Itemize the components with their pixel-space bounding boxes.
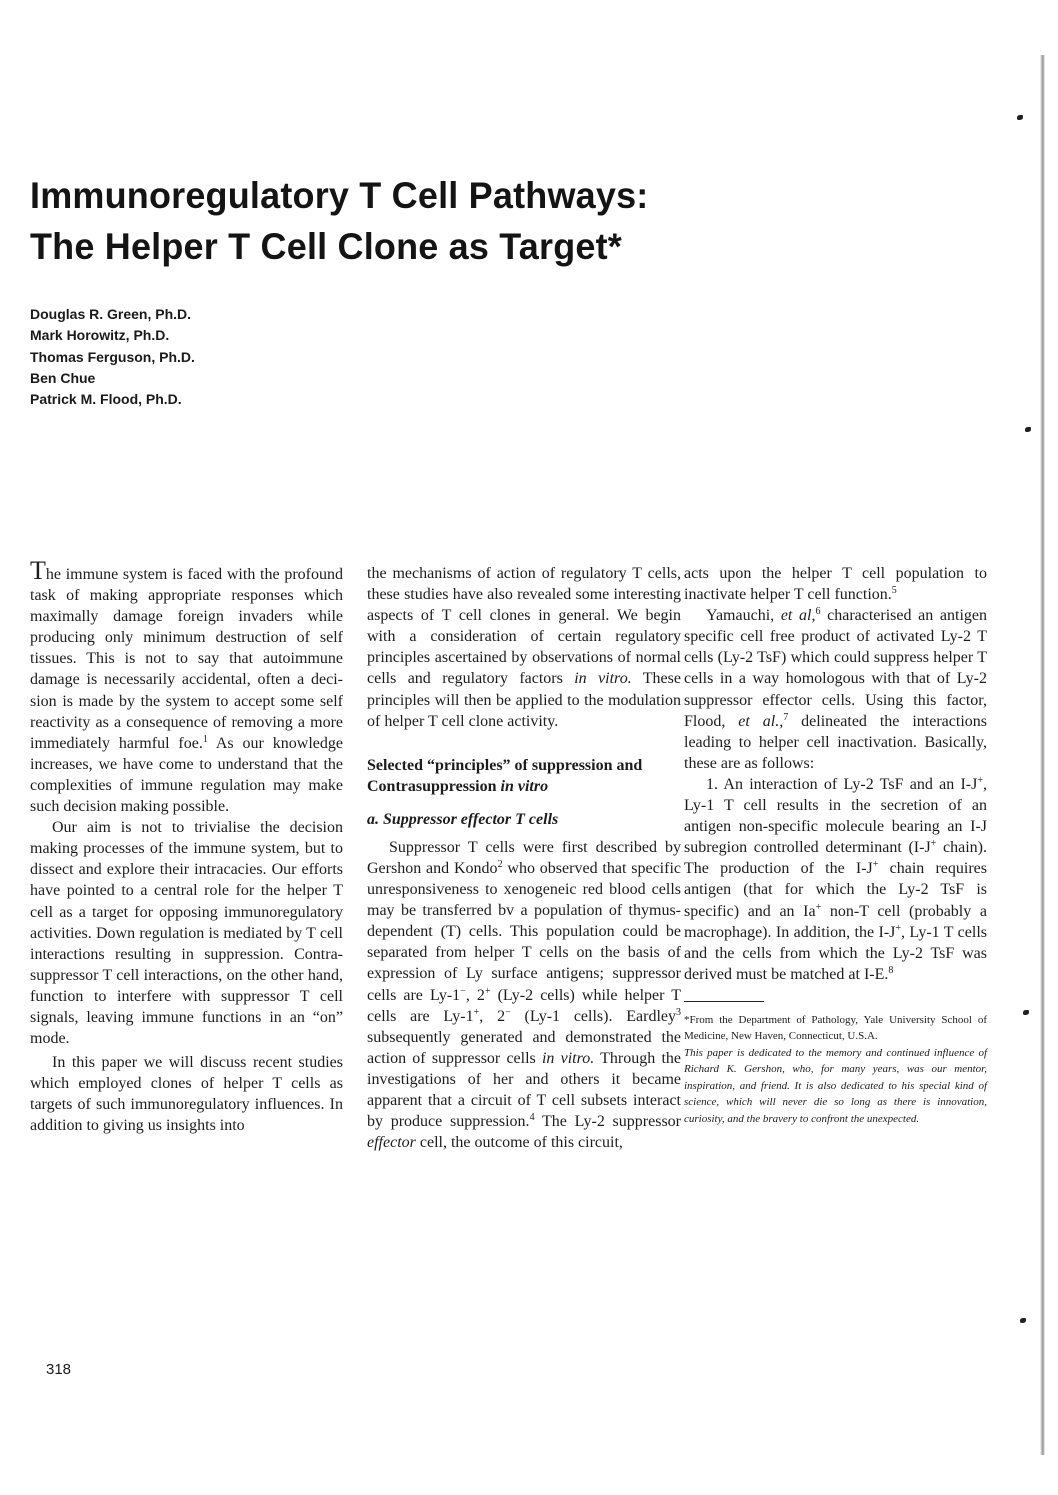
superscript: − bbox=[505, 1006, 511, 1018]
paragraph: Our aim is not to trivialise the decision making processes of the immune system, but to dissect and explore their intracacies. Our efforts have pointed to a central role for the helper T cell as a target for opposing immunoregulatory activities. Down regulation is mediated by T cell interactions resulting in suppression. Contrasuppressor T cell interactions, on the other hand, function to interfere with suppressor T cell signals, leaving immune functions in an “on” mode. bbox=[30, 819, 343, 1048]
section-heading-text: Selected “principles” of suppression and Contrasuppression bbox=[367, 756, 643, 795]
superscript: + bbox=[930, 838, 937, 850]
paragraph-text: characterised an antigen specific cell free product of activated Ly-2 T cells (Ly-2 TsF) which could suppress helper T cells in a way homologous with that of Ly-2 suppressor effector cells. Using this factor, Flood, bbox=[684, 607, 988, 730]
footnote-divider bbox=[684, 1001, 764, 1002]
author: Douglas R. Green, Ph.D. bbox=[30, 306, 192, 322]
author: Patrick M. Flood, Ph.D. bbox=[30, 391, 182, 408]
section-heading-italic: in vitro bbox=[500, 777, 549, 795]
paragraph bbox=[367, 837, 681, 1153]
reference-marker: 2 bbox=[497, 858, 503, 870]
paragraph-text: acts upon the helper T cell population to inactivate helper T cell function. bbox=[684, 565, 987, 604]
paragraph bbox=[684, 563, 987, 605]
italic-text: in vitro. bbox=[574, 670, 632, 688]
scan-artifact-mark bbox=[1017, 115, 1023, 120]
reference-marker: 8 bbox=[888, 964, 894, 976]
author: Mark Horowitz, Ph.D. bbox=[30, 327, 170, 344]
reference-marker: 3 bbox=[676, 1006, 681, 1018]
superscript: + bbox=[977, 774, 983, 786]
scan-artifact-mark bbox=[1025, 427, 1031, 432]
paragraph-text: These principles will then be applied to the modulation of helper T cell clone activity. bbox=[367, 670, 681, 730]
paragraph-text: Suppressor T cells were first described by Gershon and Kondo bbox=[367, 838, 681, 877]
paragraph-text: As our knowledge increases, we have come to understand that the complexities of immune regulation may make such decision making possible. bbox=[30, 734, 343, 816]
body-column-1 bbox=[30, 556, 343, 1137]
paragraph-text: The Ly-2 suppressor bbox=[534, 1113, 681, 1131]
footnote-dedication: This paper is dedicated to the memory and continued influence of Richard K. Gershon, who, for many years, was our mentor, inspiration, and friend. It is also dedicated to his special kind of science, which will never die so long as there is innovation, curiosity, and the bravery to confront the unexpected. bbox=[684, 1046, 987, 1125]
reference-marker: 6 bbox=[815, 606, 821, 618]
reference-marker: 7 bbox=[783, 711, 789, 723]
body-column-3 bbox=[684, 563, 987, 1127]
paragraph: In this paper we will discuss recent studies which employed clones of helper T cells as targets of such immunoregulatory influences. In addition to giving us insights into bbox=[30, 1054, 343, 1135]
paragraph bbox=[367, 563, 681, 732]
paragraph-text: cell, the outcome of this circuit, bbox=[415, 1134, 623, 1152]
article-title bbox=[30, 170, 779, 272]
author: Ben Chue bbox=[30, 369, 96, 386]
paragraph-text: chain). The production of the I-J bbox=[684, 839, 987, 878]
numbered-paragraph bbox=[684, 774, 987, 985]
italic-text: in vitro. bbox=[541, 1049, 595, 1067]
reference-marker: 4 bbox=[529, 1112, 535, 1124]
title-line-2: The Helper T Cell Clone as Target* bbox=[30, 225, 623, 267]
paragraph-text: who observed that specific unresponsiveness to xenogeneic red blood cells may be transferred bv a population of thymus-dependent (T) cells. This population could be separated from helper T cells on the basis of expression of Ly surface antigens; suppressor cells are Ly-1 bbox=[367, 859, 681, 1004]
page-number: 318 bbox=[46, 1361, 72, 1378]
paragraph-text: , Ly-1 T cell results in the secretion of an antigen non-specific molecule bearing an I-J subregion controlled determinant (I-J bbox=[684, 775, 987, 857]
italic-text: effector bbox=[367, 1134, 416, 1152]
scan-artifact-mark bbox=[1023, 1010, 1029, 1015]
paragraph-text: subsequently generated and demonstrated the action of suppressor cells bbox=[367, 1028, 681, 1067]
paragraph-text: , Ly-1 T cells and the cells from which the Ly-2 TsF was derived must be matched at I-E. bbox=[684, 923, 988, 983]
paragraph-text: chain requires antigen (that for which the Ly-2 TsF is specific) and an Ia bbox=[684, 860, 987, 920]
footnote-affiliation: *From the Department of Pathology, Yale University School of Medicine, New Haven, Connecticut, U.S.A. bbox=[684, 1013, 987, 1043]
paragraph-text: delineated the interactions leading to helper cell inactivation. Basically, these are as follows: bbox=[684, 712, 987, 772]
superscript: + bbox=[872, 859, 879, 871]
subsection-heading: a. Suppressor effector T cells bbox=[367, 810, 559, 828]
paragraph-text: Yamauchi, bbox=[706, 607, 781, 625]
superscript: + bbox=[484, 985, 491, 997]
paragraph-text: , 2 bbox=[479, 1007, 506, 1025]
drop-cap: T bbox=[30, 556, 46, 585]
paragraph-text: the mechanisms of action of regulatory T cells, these studies have also revealed some interesting aspects of T cell clones in general. We begin with a consideration of certain regulatory principles ascertained by observations of normal cells and regulatory factors bbox=[367, 565, 681, 688]
paragraph-text: non-T cell (probably a macrophage). In addition, the I-J bbox=[684, 902, 987, 941]
scan-binding-edge bbox=[1040, 55, 1045, 1455]
paragraph-text: (Ly-1 cells). Eardley bbox=[510, 1007, 676, 1025]
title-line-1: Immunoregulatory T Cell Pathways: bbox=[30, 174, 649, 216]
paragraph-text: 1. An interaction of Ly-2 TsF and an I-J bbox=[706, 775, 978, 793]
superscript: − bbox=[460, 985, 466, 997]
author: Thomas Ferguson, Ph.D. bbox=[30, 348, 195, 365]
paragraph-text: he immune system is faced with the profound task of making appropriate responses which maximally damage foreign invaders while producing only minimum destruction of self tissues. This is not to say that autoimmune damage is necessarily accidental, often a decision is made by the system to accept some self reactivity as a consequence of removing a more immediately harmful foe. bbox=[30, 566, 343, 752]
italic-text: et al, bbox=[780, 607, 816, 625]
paragraph-text: Through the investigations of her and others it became apparent that a circuit of T cell subsets interact by produce suppression. bbox=[367, 1049, 682, 1131]
author-list bbox=[30, 304, 195, 410]
reference-marker: 5 bbox=[891, 585, 897, 597]
superscript: + bbox=[473, 1006, 480, 1018]
superscript: + bbox=[895, 922, 902, 934]
intro-paragraph bbox=[30, 556, 343, 817]
superscript: + bbox=[815, 901, 822, 913]
italic-text: et al., bbox=[738, 712, 784, 730]
section-heading bbox=[367, 755, 681, 797]
body-column-2 bbox=[367, 563, 681, 1153]
paragraph-text: (Ly-2 cells) while helper T cells are Ly-1 bbox=[367, 986, 682, 1025]
reference-marker: 1 bbox=[202, 733, 208, 745]
scan-artifact-mark bbox=[1020, 1318, 1026, 1323]
paragraph bbox=[684, 605, 987, 774]
paragraph-text: , 2 bbox=[465, 986, 485, 1004]
